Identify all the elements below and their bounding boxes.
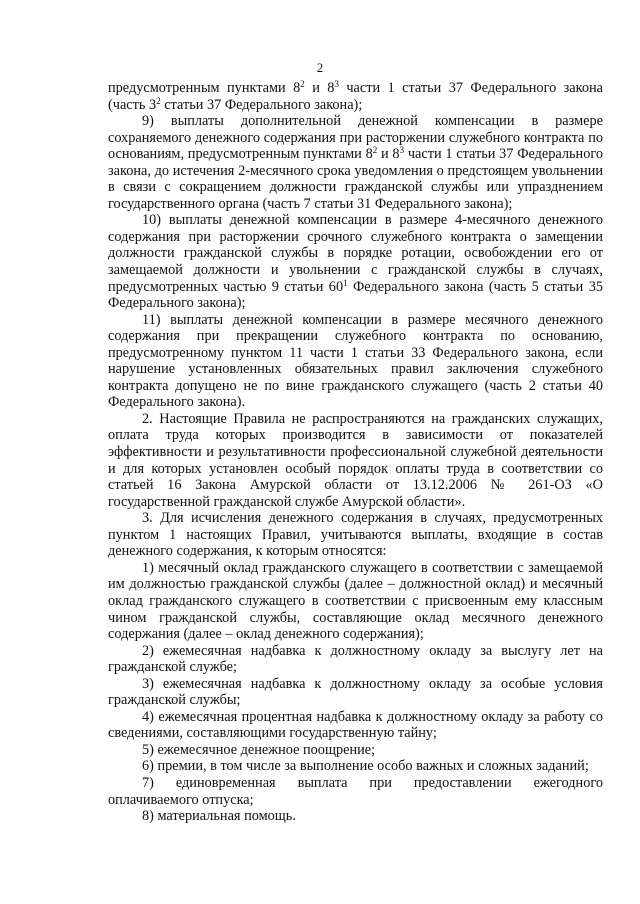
superscript: 3: [334, 79, 339, 89]
text-run: и 8: [304, 80, 335, 96]
superscript: 2: [372, 145, 378, 156]
text-run: Федерального закона (часть 5 статьи 35 Федерального закона);: [108, 278, 603, 312]
text-run: 5) ежемесячное денежное поощрение;: [142, 741, 376, 758]
text-run: 2. Настоящие Правила не распространяются на гражданских служащих, оплата труда которых производится в зависимости от показателей эффективности и результативности профессиональной служебной деятельности и для которых установлен особый порядок оплаты труда в соответствии со статьей 16 Закона Амурской области от 13.12.2006 № 261-ОЗ «О государственной гражданской службе Амурской области».: [108, 410, 603, 510]
paragraph: [108, 411, 603, 510]
paragraph: [108, 676, 603, 709]
text-run: 3) ежемесячная надбавка к должностному окладу за особые условия гражданской службы;: [108, 675, 603, 709]
text-run: 10) выплаты денежной компенсации в размере 4-месячного денежного содержания при расторжении срочного служебного контракта о замещении должности гражданской службы в порядке ротации, освобождении его от замещаемой должности и увольнении с гражданской службы в случаях, предусмотренных частью 9 статьи 60: [108, 212, 603, 295]
text-run: 4) ежемесячная процентная надбавка к должностному окладу за работу со сведениями, составляющими государственную тайну;: [108, 708, 603, 742]
text-run: 8) материальная помощь.: [142, 808, 296, 825]
paragraph: [108, 312, 603, 411]
paragraph: [108, 113, 603, 212]
text-run: статьи 37 Федерального закона);: [160, 96, 363, 113]
text-run: 2) ежемесячная надбавка к должностному окладу за выслугу лет на гражданской службе;: [108, 642, 603, 676]
page-number: 2: [316, 60, 324, 75]
text-run: 1) месячный оклад гражданского служащего в соответствии с замещаемой им должностью гражданской службы (далее – должностной оклад) и месячный оклад гражданского служащего в соответствии с присвоенным ему классным чином гражданской службы, составляющие оклад месячного денежного содержания (далее – оклад денежного содержания);: [108, 559, 603, 643]
text-run: части 1 статьи 37 Федерального закона, до истечения 2-месячного срока уведомления о предстоящем увольнении в связи с сокращением должности гражданской службы или упразднением государственного органа (часть 7 статьи 31 Федерального закона);: [108, 146, 604, 212]
paragraph: [108, 212, 603, 311]
text-run: 7) единовременная выплата при предоставлении ежегодного оплачиваемого отпуска;: [108, 774, 603, 808]
text-run: 3. Для исчисления денежного содержания в случаях, предусмотренных пунктом 1 настоящих Правил, учитываются выплаты, входящие в состав денежного содержания, к которым относятся:: [108, 510, 603, 560]
superscript: 1: [343, 277, 348, 288]
superscript: 3: [399, 145, 405, 156]
text-run: 11) выплаты денежной компенсации в размере месячного денежного содержания при прекращении служебного контракта по основанию, предусмотренному пунктом 11 части 1 статьи 33 Федерального закона, если нарушение установленных обязательных правил заключения служебного контракта допущено не по вине гражданского служащего (часть 2 статьи 40 Федерального закона).: [108, 311, 603, 411]
paragraph: [108, 80, 603, 113]
paragraph: [108, 742, 603, 759]
superscript: 2: [300, 79, 305, 89]
text-run: части 1 статьи 37 Федерального закона (часть 3: [108, 80, 604, 113]
superscript: 2: [156, 95, 161, 106]
text-run: и 8: [377, 146, 400, 163]
text-run: 9) выплаты дополнительной денежной компенсации в размере сохраняемого денежного содержания при расторжении служебного контракта по основаниям, предусмотренным пунктами 8: [108, 113, 603, 163]
text-run: 6) премии, в том числе за выполнение особо важных и сложных заданий;: [142, 758, 589, 775]
paragraph: [108, 808, 603, 825]
document-body: [108, 80, 603, 825]
paragraph: [108, 758, 603, 775]
paragraph: [108, 709, 603, 742]
paragraph: [108, 560, 603, 643]
paragraph: [108, 775, 603, 808]
text-run: предусмотренным пунктами 8: [108, 80, 301, 96]
paragraph: [108, 643, 603, 676]
paragraph: [108, 510, 603, 560]
